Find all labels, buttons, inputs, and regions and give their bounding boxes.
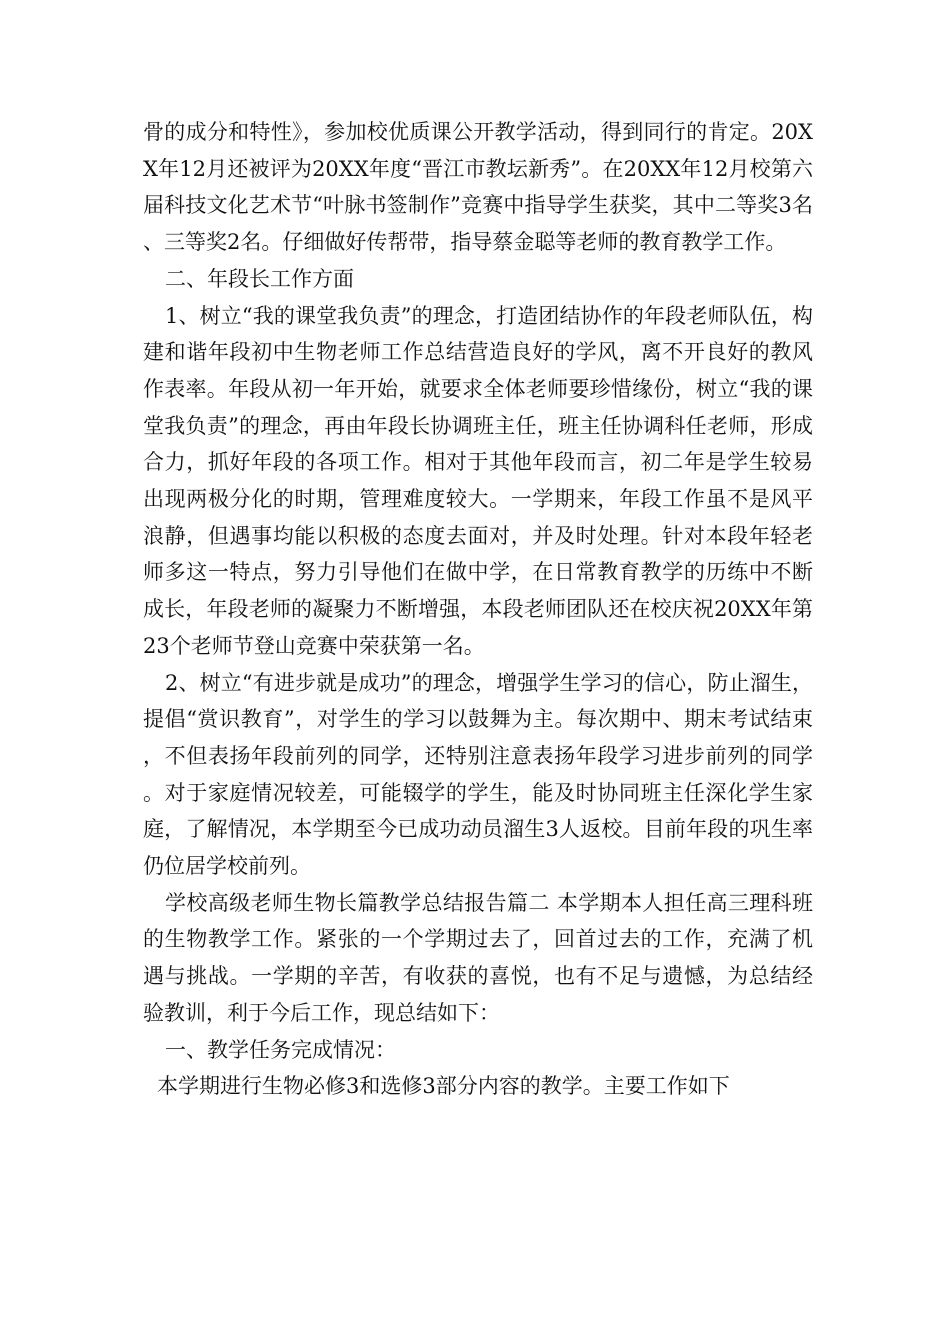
paragraph-3: 1、树立“我的课堂我负责”的理念，打造团结协作的年段老师队伍，构建和谐年段初中生物老师工作总结营造良好的学风，离不开良好的教风作表率。年段从初一年开始，就要求全体老师要珍惜缘份，树立“我的课堂我负责”的理念，再由年段长协调班主任，班主任协调科任老师，形成合力，抓好年段的各项工作。相对于其他年段而言，初二年是学生较易出现两极分化的时期，管理难度较大。一学期来，年段工作虽不是风平浪静，但遇事均能以积极的态度去面对，并及时处理。针对本段年轻老师多这一特点，努力引导他们在做中学，在日常教育教学的历练中不断成长，年段老师的凝聚力不断增强，本段老师团队还在校庆祝20XX年第23个老师节登山竞赛中荣获第一名。 [143, 303, 813, 658]
paragraph-7: 本学期进行生物必修3和选修3部分内容的教学。主要工作如下 [157, 1074, 730, 1099]
section-heading-6: 一、教学任务完成情况： [165, 1037, 396, 1062]
document-body [143, 114, 813, 1105]
section-heading-2: 二、年段长工作方面 [165, 266, 354, 291]
paragraph-1: 骨的成分和特性》，参加校优质课公开教学活动，得到同行的肯定。20XX年12月还被评为20XX年度“晋江市教坛新秀”。在20XX年12月校第六届科技文化艺术节“叶脉书签制作”竞赛中指导学生获奖，其中二等奖3名、三等奖2名。仔细做好传帮带，指导蔡金聪等老师的教育教学工作。 [143, 120, 813, 255]
paragraph-5: 学校高级老师生物长篇教学总结报告篇二 本学期本人担任高三理科班的生物教学工作。紧张的一个学期过去了，回首过去的工作，充满了机遇与挑战。一学期的辛苦，有收获的喜悦，也有不足与遗憾，为总结经验教训，利于今后工作，现总结如下： [143, 890, 813, 1025]
paragraph-4: 2、树立“有进步就是成功”的理念，增强学生学习的信心，防止溜生，提倡“赏识教育”，对学生的学习以鼓舞为主。每次期中、期末考试结束，不但表扬年段前列的同学，还特别注意表扬年段学习进步前列的同学。对于家庭情况较差，可能辍学的学生，能及时协同班主任深化学生家庭，了解情况，本学期至今已成功动员溜生3人返校。目前年段的巩生率仍位居学校前列。 [143, 670, 813, 879]
